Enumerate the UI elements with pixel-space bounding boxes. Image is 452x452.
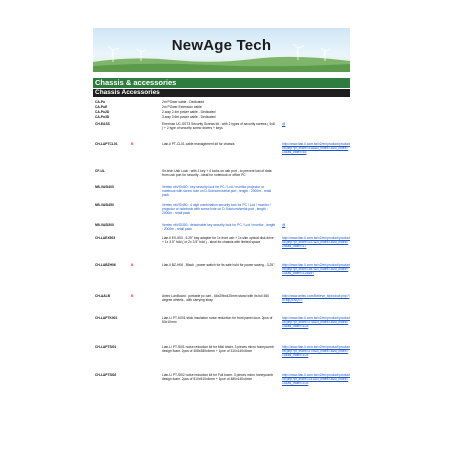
product-code: CA-Pu3D xyxy=(95,115,110,119)
document-page xyxy=(93,28,350,427)
product-link[interactable]: http://www.antec.com/Believe_it/product.php?id=MjQ1NQ== xyxy=(282,294,350,303)
product-code: CA-Pu2D xyxy=(95,110,110,114)
product-link[interactable]: @ xyxy=(282,223,286,227)
product-code: CH-LAEX503 xyxy=(95,236,116,240)
new-badge: N xyxy=(131,263,134,267)
product-description: Lian-li EX-503 , 5.25" bay adapter for 1x front usb + 1x slim optical disk drive + 1x 3.5" hdd ( or 2x 3.5" hdd ) - ideal for chassis with limited space xyxy=(162,236,274,245)
product-code: CH-LAPTCL01 xyxy=(95,142,118,146)
product-description: 2-way 2.4m power cable - Dedicated xyxy=(162,110,216,114)
page-title: NewAge Tech xyxy=(171,37,272,54)
product-link[interactable]: http://www.lian-li.com.tw/v2/en/product/product06.php?pr_index=331&cl_index=3&sl_index=10&ss_index=103 xyxy=(282,373,350,386)
product-code: CA-Pu xyxy=(95,100,106,104)
product-description: 2m POwer cable - Dedicated xyxy=(162,100,205,104)
product-description: Ventec nbVSI450 : 4 digit combination security lock for PC / Lcd / monitor / projector or notebook with screw hole on D-Sub/com/serial port , length : 2000m - retail pack xyxy=(162,203,271,216)
product-link[interactable]: http://www.lian-li.com.tw/v2/en/product/product06.php?pr_index=318&cl_index=3&sl_index=10&ss_index=83 xyxy=(282,142,350,155)
new-badge: N xyxy=(131,142,134,146)
product-code: CH-AALB xyxy=(95,294,111,298)
product-description: Lian-Li PT-K001 stick insulation noise reduction for front panel door. 2pcs of 50x10mm xyxy=(162,316,273,325)
product-link[interactable]: http://www.lian-li.com.tw/v2/en/product/product06.php?pr_index=387&cl_index=3&sl_index=10&ss_index=125&s= xyxy=(282,263,350,276)
subsection-title: Chassis Accessories xyxy=(93,89,350,97)
product-description: 3-way 3.6m power cable - Dedicated xyxy=(162,115,216,119)
product-code: CH-LAPTK001 xyxy=(95,316,118,320)
section-title: Chassis & accessories xyxy=(93,78,350,88)
product-description: Lian-Li PT-SI02 noise reduction kit for Full tower. 3 pieces micro honeycomb design foam. 2pcs of 510x510x4mm + 1pce of 480x140x4mm xyxy=(162,373,274,382)
product-description: Enermax UC-SST3 Security Screws kit - with 2 types of security screws ( 4x8 ) + 2 type of security screw drivers + keys xyxy=(162,122,275,131)
product-code: CH-LAPTSI01 xyxy=(95,345,117,349)
product-code: CA-PuE xyxy=(95,105,108,109)
product-code: CH-LABZH06 xyxy=(95,263,116,267)
product-description: Lian-Li PT-SI01 noise reduction kit for Midi tower. 3 pieces micro honeycomb design foam. 2pcs of 408x380x4mm + 1pce of 310x140x4mm xyxy=(162,345,274,354)
product-code: NB-VASI300 xyxy=(95,223,114,227)
product-list xyxy=(93,97,350,427)
product-code: NB-VASI400 xyxy=(95,185,114,189)
product-description: Ventec nbVSI400 : key security lock for PC / Lcd / monitor projector or notebook with screw hole on D-Sub/com/serial port , length : 2000m - retail pack xyxy=(162,185,272,198)
new-badge: N xyxy=(131,294,134,298)
product-code: CF-UL xyxy=(95,169,105,173)
product-code: CH-LAPTSI02 xyxy=(95,373,117,377)
product-description: Ventec nbVSI300 : detachable key security lock for PC / Lcd / monitor , length : 2000m - retail pack xyxy=(162,223,276,232)
product-description: Sn-tech Usb Lock : with 1 key + 4 locks on usb port - to prevent lost of data from usb port for security - ideal for notebook or office PC xyxy=(162,169,272,178)
product-description: 2m POwer Extension cable xyxy=(162,105,202,109)
product-link[interactable]: http://www.lian-li.com.tw/v2/en/product/product06.php?pr_index=278&cl_index=3&sl_index=10&ss_index=103 xyxy=(282,316,350,329)
product-link[interactable]: http://www.lian-li.com.tw/v2/en/product/product06.php?pr_index=279&cl_index=3&sl_index=10&ss_index=103 xyxy=(282,345,350,358)
product-link[interactable]: @ xyxy=(282,122,286,126)
product-code: NB-VASI450 xyxy=(95,203,114,207)
product-code: CH-EASS xyxy=(95,122,110,126)
header-banner xyxy=(93,28,350,72)
product-link[interactable]: http://www.lian-li.com.tw/v2/en/product/product06.php?pr_index=227&cl_index=3&sl_index=29&ss_index=17 xyxy=(282,236,350,249)
product-description: Lian-li PT-CL01 cable management kit for chassis xyxy=(162,142,235,146)
product-description: Lian-li BZ-H06 , Black , power switch for its sale hold for power saving - 3.25" xyxy=(162,263,275,267)
product-description: Antec LanBoard : portable pc cart - 66x29bx425mm stand with its full 360 degree wheels , with carrying strap xyxy=(162,294,270,303)
